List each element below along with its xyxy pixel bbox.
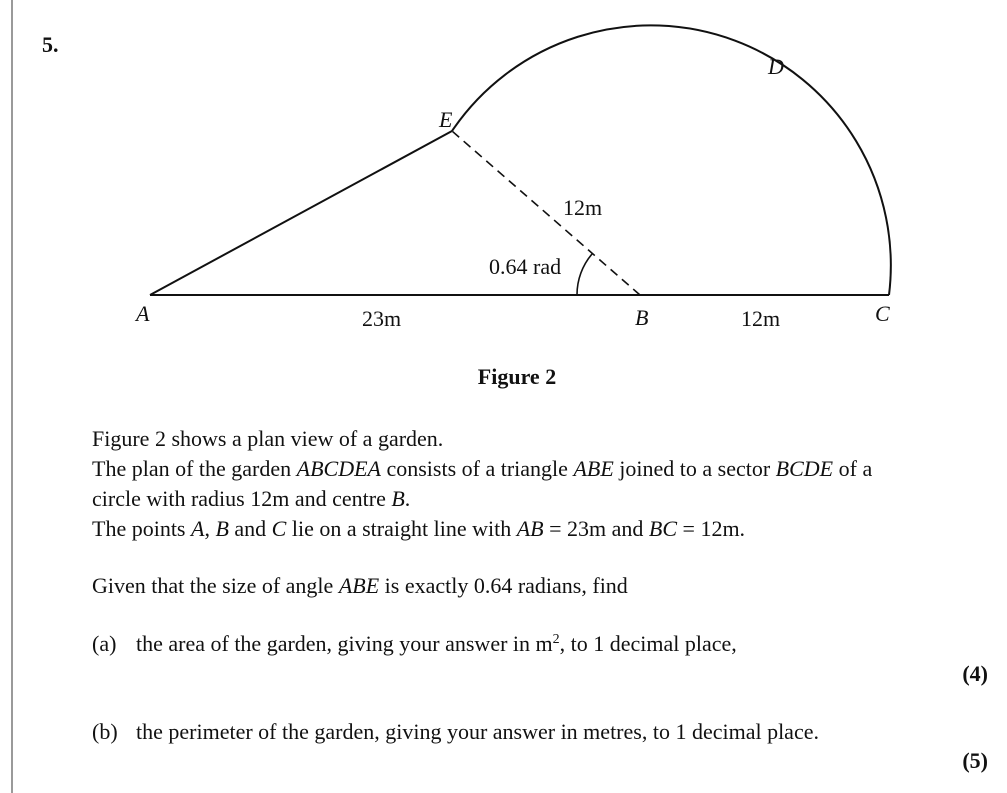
figure-caption: Figure 2 [477, 364, 557, 389]
part-a-marks: (4) [962, 661, 988, 686]
label-be-length: 12m [563, 195, 603, 220]
label-b: B [635, 305, 649, 330]
question-number: 5. [42, 32, 59, 57]
label-d: D [768, 54, 784, 79]
garden-diagram [0, 0, 1007, 360]
intro-line-1: Figure 2 shows a plan view of a garden. [92, 426, 444, 451]
label-angle: 0.64 rad [489, 254, 562, 279]
part-b-marks: (5) [962, 748, 988, 773]
part-b-label: (b) [92, 719, 118, 744]
label-e: E [439, 107, 453, 132]
label-ab-length: 23m [362, 306, 402, 331]
angle-arc [577, 254, 592, 295]
intro-line-2: The plan of the garden ABCDEA consists of a triangle ABE joined to a sector BCDE of a [92, 456, 873, 481]
intro-line-4: The points A, B and C lie on a straight line with AB = 23m and BC = 12m. [92, 516, 746, 541]
part-b: (b) the perimeter of the garden, giving your answer in metres, to 1 decimal place. [92, 719, 819, 744]
label-a: A [136, 301, 150, 326]
intro-line-3: circle with radius 12m and centre B. [92, 486, 411, 511]
label-bc-length: 12m [741, 306, 781, 331]
part-a-label: (a) [92, 631, 117, 656]
given-line: Given that the size of angle ABE is exactly 0.64 radians, find [92, 573, 628, 598]
line-ae [150, 131, 452, 295]
part-a: (a) the area of the garden, giving your answer in $m^2$, to 1 decimal place, [92, 631, 737, 656]
label-c: C [875, 301, 890, 326]
